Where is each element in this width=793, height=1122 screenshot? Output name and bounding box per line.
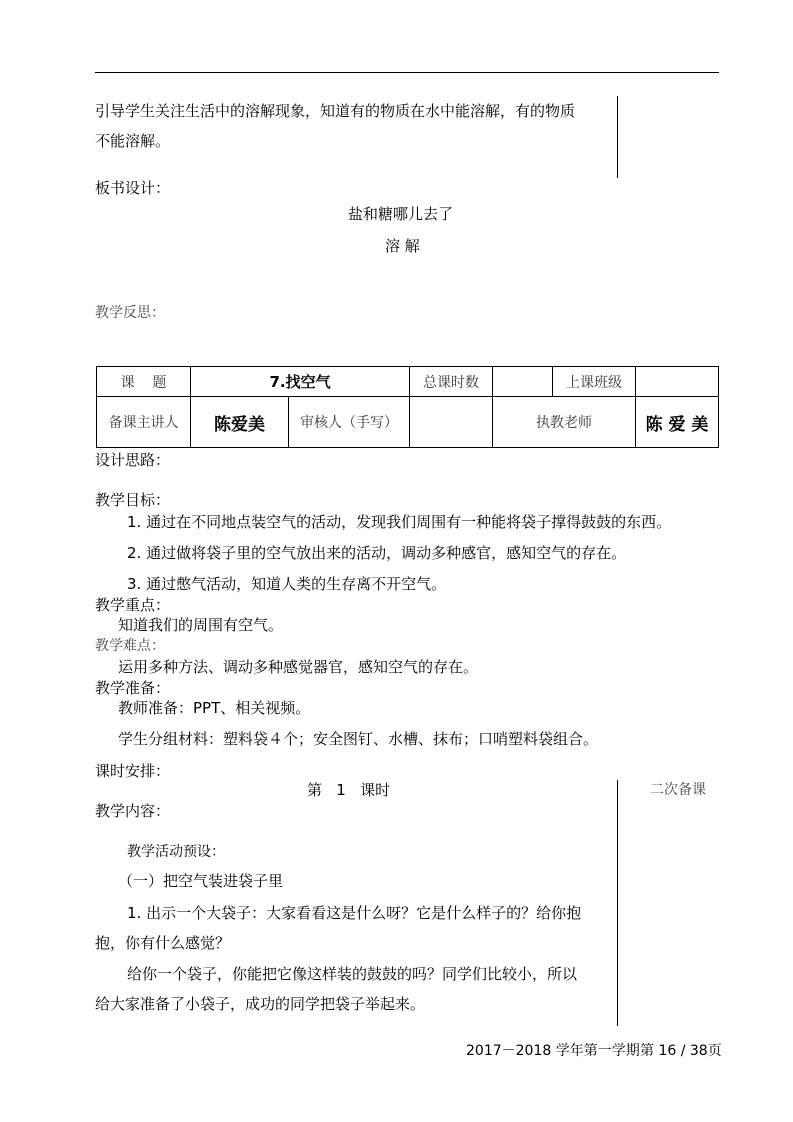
presenter-value: 陈爱美 bbox=[191, 397, 289, 448]
difficulty-label: 教学难点： bbox=[95, 638, 165, 654]
goal-item-1: 1. 通过在不同地点装空气的活动，发现我们周围有一种能将袋子撑得鼓鼓的东西。 bbox=[127, 513, 672, 531]
class-label: 上课班级 bbox=[553, 367, 636, 397]
teacher-label: 执教老师 bbox=[493, 397, 636, 448]
topic-label: 课 题 bbox=[97, 367, 191, 397]
section-heading-1: （一）把空气装进袋子里 bbox=[118, 872, 284, 890]
preparation-label: 教学准备： bbox=[95, 679, 171, 697]
preparation-students: 学生分组材料：塑料袋４个；安全图钉、水槽、抹布；口哨塑料袋组合。 bbox=[118, 730, 599, 748]
board-subtitle: 溶 解 bbox=[385, 237, 420, 255]
total-hours-value bbox=[493, 367, 553, 397]
reviewer-value bbox=[410, 397, 493, 448]
content-para2-line1: 给你一个袋子，你能把它像这样装的鼓鼓的吗？同学们比较小，所以 bbox=[127, 965, 578, 983]
lesson-info-table bbox=[96, 366, 719, 448]
goal-item-3: 3. 通过憋气活动，知道人类的生存离不开空气。 bbox=[127, 575, 447, 593]
design-label: 设计思路： bbox=[95, 451, 171, 469]
intro-line-2: 不能溶解。 bbox=[95, 132, 171, 150]
footer-page: 第 16 / 38页 bbox=[640, 1043, 722, 1059]
activity-preset: 教学活动预设： bbox=[127, 844, 225, 860]
key-point-text: 知道我们的周围有空气。 bbox=[118, 616, 284, 634]
goal-item-2: 2. 通过做将袋子里的空气放出来的活动，调动多种感官，感知空气的存在。 bbox=[127, 544, 627, 562]
board-label: 板书设计： bbox=[95, 179, 171, 197]
intro-margin-line bbox=[617, 96, 618, 178]
content-para2-line2: 给大家准备了小袋子，成功的同学把袋子举起来。 bbox=[95, 995, 426, 1013]
footer-term: 2017－2018 学年第一学期 bbox=[466, 1043, 640, 1059]
content-para1-line2: 抱，你有什么感觉？ bbox=[95, 934, 231, 952]
intro-line-1: 引导学生关注生活中的溶解现象，知道有的物质在水中能溶解，有的物质 bbox=[95, 102, 576, 120]
total-hours-label: 总课时数 bbox=[410, 367, 493, 397]
teacher-value: 陈 爱 美 bbox=[636, 397, 719, 448]
content-para1-line1: 1. 出示一个大袋子：大家看看这是什么呀？它是什么样子的？给你抱 bbox=[127, 904, 582, 922]
schedule-label: 课时安排： bbox=[95, 762, 171, 780]
topic-value: 7.找空气 bbox=[191, 367, 410, 397]
second-prep-label: 二次备课 bbox=[650, 782, 706, 798]
lesson-number: 第 1 课时 bbox=[307, 781, 391, 799]
content-margin-line bbox=[617, 780, 618, 1026]
reviewer-label: 审核人（手写） bbox=[289, 397, 410, 448]
key-point-label: 教学重点： bbox=[95, 596, 171, 614]
board-title: 盐和糖哪儿去了 bbox=[348, 205, 454, 223]
class-value bbox=[636, 367, 719, 397]
presenter-label: 备课主讲人 bbox=[97, 397, 191, 448]
preparation-teacher: 教师准备：PPT、相关视频。 bbox=[118, 699, 311, 717]
content-label: 教学内容： bbox=[95, 802, 171, 820]
reflection-label: 教学反思： bbox=[95, 305, 165, 321]
difficulty-text: 运用多种方法、调动多种感觉器官，感知空气的存在。 bbox=[118, 658, 479, 676]
header-rule bbox=[95, 72, 719, 73]
goals-label: 教学目标： bbox=[95, 491, 171, 509]
